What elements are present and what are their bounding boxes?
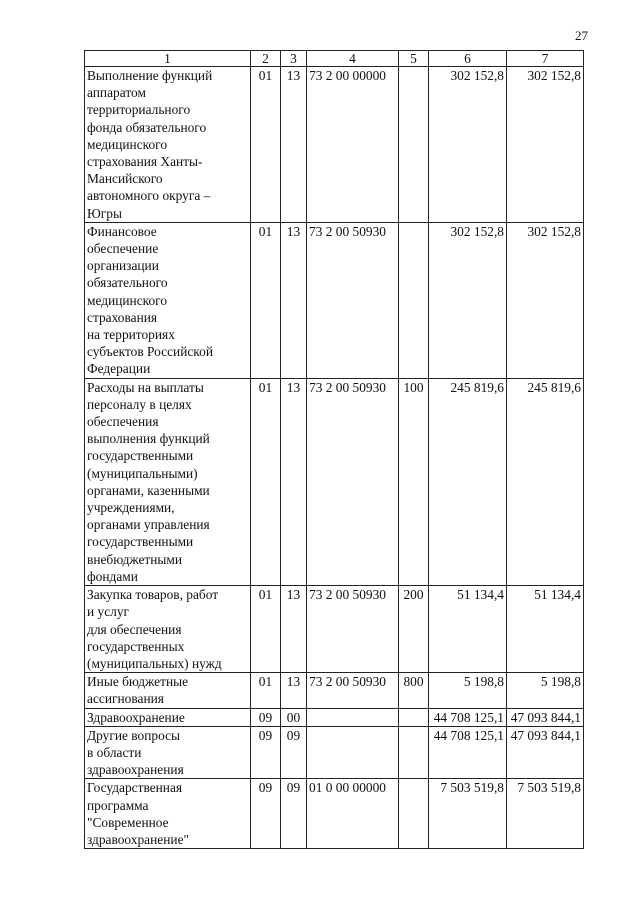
- row-subsection: 13: [281, 586, 307, 673]
- row-name: Финансовое обеспечение организации обязательного медицинского страхования на территориях субъектов Российской Федерации: [87, 223, 213, 377]
- row-amount-1: 51 134,4: [429, 586, 507, 673]
- row-expense-type: [399, 779, 429, 849]
- row-section: 01: [251, 222, 281, 378]
- row-amount-2: 302 152,8: [507, 222, 584, 378]
- row-subsection: 13: [281, 222, 307, 378]
- row-amount-2: 302 152,8: [507, 67, 584, 223]
- row-expense-type: [399, 222, 429, 378]
- row-target-article: 73 2 00 50930: [307, 222, 399, 378]
- table-row: [85, 378, 584, 585]
- header-cell-5: 5: [399, 51, 429, 67]
- budget-table: [84, 50, 584, 849]
- row-subsection: 09: [281, 779, 307, 849]
- row-name: Иные бюджетные ассигнования: [87, 674, 189, 707]
- table-row: [85, 708, 584, 726]
- table-row: [85, 779, 584, 849]
- row-target-article: 73 2 00 50930: [307, 586, 399, 673]
- row-expense-type: 100: [399, 378, 429, 585]
- row-section: 01: [251, 378, 281, 585]
- row-amount-1: 7 503 519,8: [429, 779, 507, 849]
- row-subsection: 00: [281, 708, 307, 726]
- row-amount-2: 245 819,6: [507, 378, 584, 585]
- row-expense-type: [399, 726, 429, 779]
- row-target-article: [307, 708, 399, 726]
- row-name: Выполнение функций аппаратом территориального фонда обязательного медицинского страхования Ханты- Мансийского автономного округа – Югры: [87, 68, 213, 221]
- row-name: Закупка товаров, работ и услуг для обеспечения государственных (муниципальных) нужд: [87, 587, 222, 671]
- row-section: 01: [251, 673, 281, 708]
- row-amount-2: 51 134,4: [507, 586, 584, 673]
- row-target-article: 73 2 00 50930: [307, 378, 399, 585]
- row-name: Расходы на выплаты персоналу в целях обеспечения выполнения функций государственными (муниципальными) органами, казенными учреждениями, органами управления государственными внебюджетными фондами: [87, 379, 210, 584]
- row-expense-type: 200: [399, 586, 429, 673]
- row-amount-2: 5 198,8: [507, 673, 584, 708]
- row-target-article: 01 0 00 00000: [307, 779, 399, 849]
- page-number: 27: [575, 28, 588, 43]
- row-section: 01: [251, 586, 281, 673]
- header-row: [85, 51, 584, 67]
- table-row: [85, 67, 584, 223]
- header-cell-3: 3: [281, 51, 307, 67]
- row-section: 09: [251, 726, 281, 779]
- row-name: Государственная программа "Современное здравоохранение": [87, 780, 189, 847]
- row-amount-2: 47 093 844,1: [507, 708, 584, 726]
- row-amount-1: 44 708 125,1: [429, 726, 507, 779]
- row-amount-1: 245 819,6: [429, 378, 507, 585]
- row-amount-1: 5 198,8: [429, 673, 507, 708]
- row-expense-type: [399, 67, 429, 223]
- row-subsection: 13: [281, 67, 307, 223]
- table-row: [85, 726, 584, 779]
- row-amount-2: 47 093 844,1: [507, 726, 584, 779]
- header-cell-7: 7: [507, 51, 584, 67]
- row-section: 09: [251, 779, 281, 849]
- row-expense-type: [399, 708, 429, 726]
- row-section: 09: [251, 708, 281, 726]
- row-target-article: [307, 726, 399, 779]
- row-amount-2: 7 503 519,8: [507, 779, 584, 849]
- header-cell-4: 4: [307, 51, 399, 67]
- row-expense-type: 800: [399, 673, 429, 708]
- row-subsection: 13: [281, 378, 307, 585]
- row-subsection: 13: [281, 673, 307, 708]
- row-target-article: 73 2 00 00000: [307, 67, 399, 223]
- row-target-article: 73 2 00 50930: [307, 673, 399, 708]
- row-name: Другие вопросы в области здравоохранения: [87, 727, 184, 778]
- row-amount-1: 302 152,8: [429, 222, 507, 378]
- row-name: Здравоохранение: [87, 709, 185, 725]
- row-amount-1: 44 708 125,1: [429, 708, 507, 726]
- header-cell-1: 1: [85, 51, 251, 67]
- header-cell-6: 6: [429, 51, 507, 67]
- header-cell-2: 2: [251, 51, 281, 67]
- table-row: [85, 222, 584, 378]
- row-amount-1: 302 152,8: [429, 67, 507, 223]
- row-section: 01: [251, 67, 281, 223]
- table-row: [85, 586, 584, 673]
- row-subsection: 09: [281, 726, 307, 779]
- table-row: [85, 673, 584, 708]
